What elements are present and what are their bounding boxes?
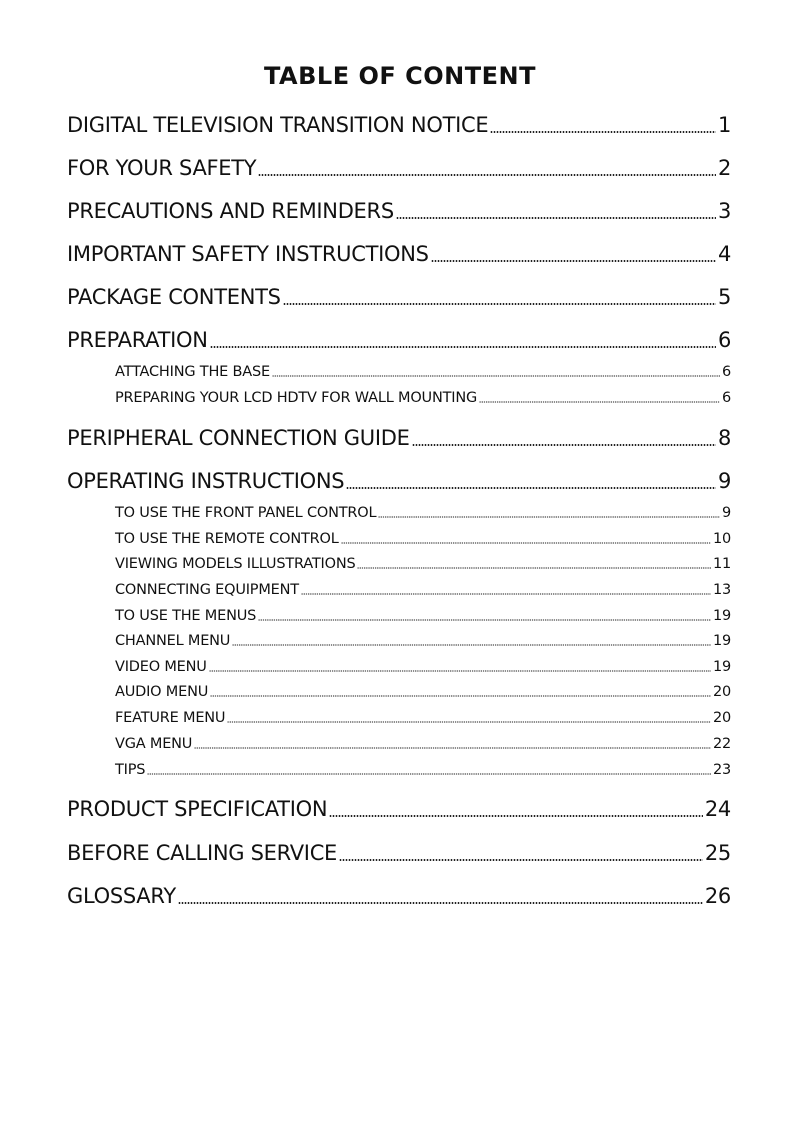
dot-leader [378, 516, 720, 518]
toc-entry-label: PREPARATION [67, 328, 208, 352]
toc-entry-page: 9 [717, 469, 731, 493]
toc-entry-page: 26 [704, 884, 731, 908]
toc-entry-page: 8 [717, 426, 731, 450]
toc-subentry-label: ATTACHING THE BASE [115, 364, 270, 380]
toc-entry-page: 1 [717, 113, 731, 137]
toc-subentry-page: 10 [712, 531, 731, 547]
toc-subentry-page: 11 [712, 556, 731, 572]
dot-leader [412, 444, 716, 446]
toc-subentry-page: 23 [712, 762, 731, 778]
toc-entry-label: PERIPHERAL CONNECTION GUIDE [67, 426, 410, 450]
toc-entry [67, 795, 731, 823]
toc-entry-label: PACKAGE CONTENTS [67, 285, 281, 309]
toc-entry-page: 24 [704, 797, 731, 821]
dot-leader [178, 902, 703, 904]
dot-leader [258, 619, 711, 621]
toc-subentry [115, 657, 731, 677]
toc-entry [67, 154, 731, 182]
toc-entry-page: 5 [717, 285, 731, 309]
toc-subentry [115, 388, 731, 408]
toc-entry [67, 839, 731, 867]
dot-leader [431, 260, 716, 262]
dot-leader [346, 487, 716, 489]
toc-subentry [115, 580, 731, 600]
toc-subentry [115, 503, 731, 523]
toc-entry [67, 467, 731, 495]
toc-subentry-label: FEATURE MENU [115, 710, 226, 726]
toc-subentry-page: 19 [712, 633, 731, 649]
toc-subentry [115, 529, 731, 549]
toc-subentry [115, 708, 731, 728]
toc-subentry [115, 554, 731, 574]
toc-entry [67, 240, 731, 268]
toc-entry-page: 3 [717, 199, 731, 223]
toc-entry-page: 2 [717, 156, 731, 180]
dot-leader [210, 695, 711, 697]
dot-leader [490, 131, 716, 133]
toc-entry-label: FOR YOUR SAFETY [67, 156, 257, 180]
toc-entry [67, 326, 731, 354]
toc-subentry-page: 20 [712, 684, 731, 700]
toc-subentry-label: VIDEO MENU [115, 659, 207, 675]
toc-entry [67, 283, 731, 311]
toc-subentry [115, 682, 731, 702]
dot-leader [341, 542, 711, 544]
toc-subentry-label: TO USE THE MENUS [115, 608, 257, 624]
toc-subentry-label: TO USE THE FRONT PANEL CONTROL [115, 505, 377, 521]
toc-entry-label: OPERATING INSTRUCTIONS [67, 469, 345, 493]
toc-subentry [115, 631, 731, 651]
dot-leader [283, 303, 716, 305]
toc-entry-label: BEFORE CALLING SERVICE [67, 841, 338, 865]
page-title: TABLE OF CONTENT [264, 62, 536, 90]
dot-leader [339, 859, 703, 861]
toc-subentry-page: 13 [712, 582, 731, 598]
dot-leader [396, 217, 716, 219]
toc-subentry [115, 606, 731, 626]
dot-leader [210, 346, 716, 348]
toc-subentry [115, 734, 731, 754]
toc-entry-page: 4 [717, 242, 731, 266]
dot-leader [301, 593, 711, 595]
toc-subentry-page: 9 [721, 505, 731, 521]
toc-entry [67, 111, 731, 139]
toc-subentry-label: PREPARING YOUR LCD HDTV FOR WALL MOUNTING [115, 390, 478, 406]
toc-entry-label: IMPORTANT SAFETY INSTRUCTIONS [67, 242, 429, 266]
dot-leader [227, 721, 711, 723]
toc-entry [67, 882, 731, 910]
toc-subentry-page: 19 [712, 659, 731, 675]
dot-leader [258, 174, 716, 176]
toc-entry [67, 424, 731, 452]
toc-entry [67, 197, 731, 225]
toc-subentry-label: AUDIO MENU [115, 684, 209, 700]
dot-leader [194, 747, 711, 749]
toc-subentry-page: 6 [721, 364, 731, 380]
toc-subentry-label: TO USE THE REMOTE CONTROL [115, 531, 339, 547]
toc-subentry-label: CHANNEL MENU [115, 633, 231, 649]
toc-entry-label: PRODUCT SPECIFICATION [67, 797, 328, 821]
toc-subentry [115, 362, 731, 382]
toc-subentry [115, 760, 731, 780]
dot-leader [479, 401, 720, 403]
dot-leader [147, 773, 711, 775]
toc-subentry-label: CONNECTING EQUIPMENT [115, 582, 299, 598]
toc-subentry-label: VIEWING MODELS ILLUSTRATIONS [115, 556, 356, 572]
dot-leader [329, 815, 703, 817]
dot-leader [272, 375, 720, 377]
toc-entry-label: GLOSSARY [67, 884, 176, 908]
toc-subentry-page: 19 [712, 608, 731, 624]
toc-subentry-page: 6 [721, 390, 731, 406]
toc-entry-page: 6 [717, 328, 731, 352]
toc-entry-page: 25 [704, 841, 731, 865]
toc-entry-label: PRECAUTIONS AND REMINDERS [67, 199, 394, 223]
dot-leader [209, 670, 711, 672]
toc-subentry-label: VGA MENU [115, 736, 193, 752]
dot-leader [232, 644, 711, 646]
dot-leader [357, 567, 710, 569]
toc-subentry-page: 22 [712, 736, 731, 752]
toc-entry-label: DIGITAL TELEVISION TRANSITION NOTICE [67, 113, 489, 137]
toc-subentry-label: TIPS [115, 762, 146, 778]
toc-subentry-page: 20 [712, 710, 731, 726]
